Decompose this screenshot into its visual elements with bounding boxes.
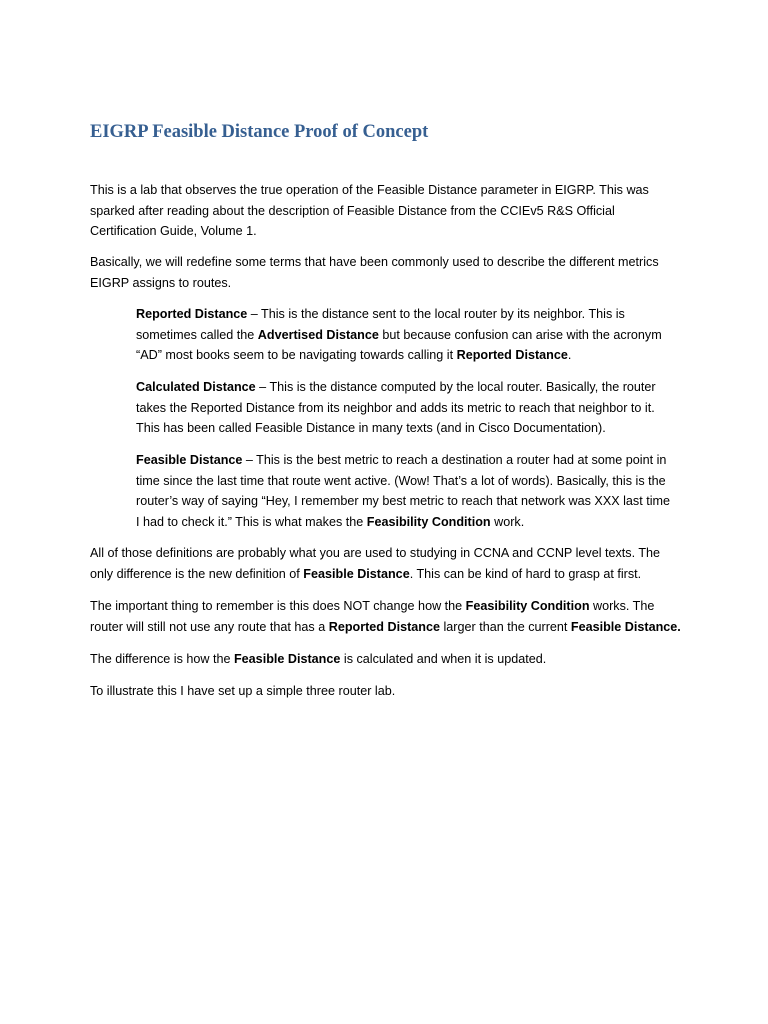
text-run: I had to check it.” This is what makes the [136, 514, 367, 529]
feasible-distance-definition [136, 450, 676, 532]
text-run: sometimes called the [136, 327, 258, 342]
text-line [90, 564, 680, 585]
text-line [136, 325, 676, 346]
intro-paragraph [90, 180, 680, 242]
text-line: sparked after reading about the description of Feasible Distance from the CCIEv5 R&S Official [90, 203, 615, 218]
difference-paragraph [90, 649, 680, 670]
text-line [136, 377, 676, 398]
term-calculated-distance: Calculated Distance [136, 380, 256, 394]
term-feasible-distance: Feasible Distance [303, 566, 410, 581]
term-feasible-distance: Feasible Distance. [570, 619, 681, 634]
reported-distance-definition [136, 304, 676, 366]
basically-paragraph [90, 252, 680, 293]
term-feasibility-condition: Feasibility Condition [465, 599, 590, 613]
calculated-distance-definition [136, 377, 676, 439]
text-line: Certification Guide, Volume 1. [90, 224, 257, 238]
all-of-those-paragraph [90, 543, 680, 584]
text-run: larger than the current [440, 619, 571, 634]
text-run: “AD” most books seem to be navigating towards calling it [136, 348, 457, 362]
text-run: works. The [589, 599, 655, 613]
term-advertised-distance: Advertised Distance [257, 327, 379, 342]
text-line: All of those definitions are probably what you are used to studying in CCNA and CCNP level texts. The [90, 546, 661, 560]
text-line: EIGRP assigns to routes. [90, 275, 232, 290]
text-line [90, 649, 680, 670]
text-line: router’s way of saying “Hey, I remember my best metric to reach that network was XXX last time [136, 494, 671, 508]
text-run: work. [490, 514, 525, 529]
term-feasibility-condition: Feasibility Condition [366, 514, 491, 529]
text-line [136, 304, 676, 325]
term-feasible-distance: Feasible Distance [233, 652, 341, 666]
document-title: EIGRP Feasible Distance Proof of Concept [90, 122, 429, 142]
text-run: . [567, 348, 572, 362]
text-line [136, 345, 676, 366]
important-paragraph [90, 596, 680, 637]
text-run: only difference is the new definition of [90, 566, 304, 581]
text-run: – This is the best metric to reach a destination a router had at some point in [242, 453, 667, 467]
text-line [136, 450, 676, 471]
text-line: time since the last time that route went active. (Wow! That’s a lot of words). Basically, this is the [136, 473, 666, 488]
text-run: – This is the distance sent to the local router by its neighbor. This is [247, 307, 625, 321]
text-run: The important thing to remember is this does NOT change how the [90, 599, 466, 613]
text-run: – This is the distance computed by the local router. Basically, the router [255, 380, 656, 394]
text-run: is calculated and when it is updated. [340, 652, 547, 666]
text-line: To illustrate this I have set up a simple three router lab. [90, 684, 396, 698]
text-line [90, 617, 680, 638]
term-feasible-distance: Feasible Distance [136, 453, 243, 467]
text-run: . This can be kind of hard to grasp at first. [409, 566, 642, 581]
term-reported-distance: Reported Distance [456, 348, 568, 362]
text-line: This is a lab that observes the true operation of the Feasible Distance parameter in EIGRP. This was [90, 183, 649, 197]
term-reported-distance: Reported Distance [136, 307, 248, 321]
text-line: Basically, we will redefine some terms that have been commonly used to describe the different metrics [90, 255, 659, 269]
text-run: router will still not use any route that has a [90, 619, 329, 634]
text-run: but because confusion can arise with the acronym [378, 327, 662, 342]
text-line [136, 512, 676, 533]
text-line [90, 596, 680, 617]
term-reported-distance: Reported Distance [328, 619, 440, 634]
text-line: takes the Reported Distance from its neighbor and adds its metric to reach that neighbor to it. [136, 400, 655, 415]
illustrate-paragraph [90, 681, 680, 702]
text-line: This has been called Feasible Distance in many texts (and in Cisco Documentation). [136, 421, 606, 435]
text-run: The difference is how the [90, 652, 234, 666]
